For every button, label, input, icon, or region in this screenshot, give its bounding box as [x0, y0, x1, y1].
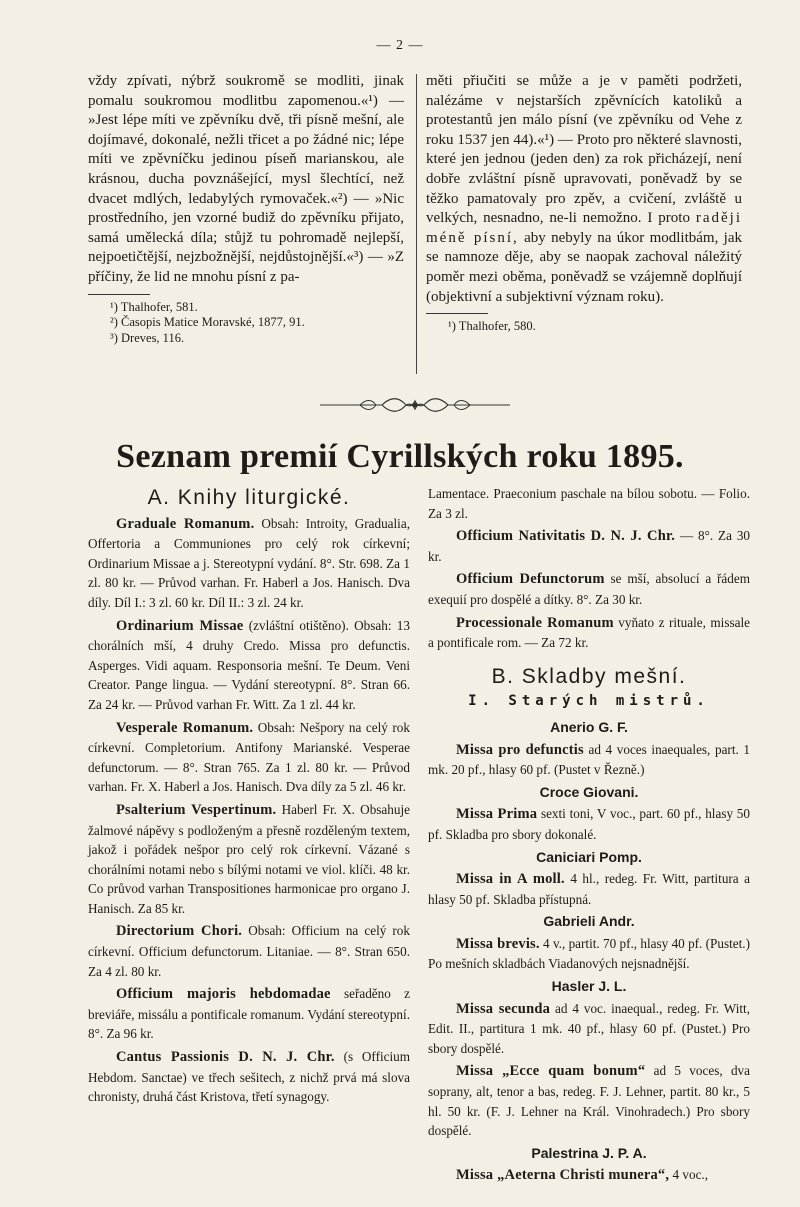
entry-title: Missa secunda: [456, 1000, 551, 1017]
entry-title: Cantus Passionis D. N. J. Chr.: [116, 1049, 335, 1066]
section-heading: A. Knihy liturgické.: [147, 486, 351, 509]
entry-title: Missa pro defunctis: [456, 741, 584, 758]
footnote: ³) Dreves, 116.: [110, 330, 185, 345]
section-heading: B. Skladby mešní.: [491, 664, 687, 688]
catalog-entry: [428, 804, 750, 844]
composer-name: Palestrina J. P. A.: [531, 1144, 647, 1161]
entry-continuation: Lamentace. Praeconium paschale na bílou sobotu. — Folio. Za 3 zl.: [428, 486, 750, 521]
footnote-rule: [426, 313, 488, 314]
entry-text: vyňato z rituale, missale a pontificale rom. — Za 72 kr.: [428, 614, 750, 651]
composer-name: Croce Giovani.: [539, 783, 639, 800]
entry-text: 4 v., partit. 70 pf., hlasy 40 pf. (Pustet.) Po mešních skladbách Viadanových nejsnadnější.: [428, 935, 750, 972]
entry-text: Obsah: Nešpory na celý rok církevní. Completorium. Antifony Marianské. Vesperae defunctorum. — 8°. Stran 765. Za 1 zl. 80 kr. — Průvod varhan. Fr. X. Haberl a Jos. Hanisch. Dva díly za 5 zl. 46 kr.: [88, 719, 410, 795]
catalog-entry: [88, 921, 410, 981]
page-number: — 2 —: [376, 38, 424, 53]
ornament-divider-icon: [320, 393, 510, 417]
entry-title: Graduale Romanum.: [116, 515, 255, 532]
catalog-entry: [88, 800, 410, 919]
entry-title: Officium Defunctorum: [456, 571, 605, 588]
entry-text: (s Officium Hebdom. Sanctae) ve třech sešitech, z nichž prvá má slova chronisty, druhá část Kristova, třetí synagogy.: [88, 1049, 411, 1105]
entry-title: Officium majoris hebdomadae: [116, 986, 331, 1003]
footnote: ¹) Thalhofer, 581.: [110, 299, 198, 314]
top-right-paragraph: [426, 72, 742, 307]
catalog-entry: [428, 1061, 750, 1140]
catalog-entry: [88, 1047, 410, 1107]
catalog-entry: [428, 526, 750, 566]
catalog-entry: [428, 869, 750, 909]
catalog-entry: [428, 999, 750, 1059]
catalog-entry: [428, 613, 750, 653]
catalog-entry: [88, 984, 410, 1044]
paragraph-text: aby nebyly na úkor modlitbám, jak se namnoze děje, aby se naopak zachoval náležitý poměr mezi oběma, poněvadž se vzájemně doplňují (objektivní a subjektivní význam roku).: [426, 229, 742, 305]
footnote: ²) Časopis Matice Moravské, 1877, 91.: [110, 315, 305, 330]
entry-text: ad 5 voces, dva soprany, alt, tenor a bas, redeg. F. J. Lehner, partit. 80 kr., 5 hl. 50 kr. (F. J. Lehner na Král. Vinohradech.) Pro sbory dospělé.: [428, 1063, 750, 1139]
entry-text: Obsah: Officium na celý rok církevní. Officium defunctorum. Litaniae. — 8°. Stran 650. Za 4 zl. 80 kr.: [88, 923, 410, 979]
entry-title: Missa „Aeterna Christi munera“,: [456, 1167, 670, 1184]
entry-text: ad 4 voc. inaequal., redeg. Fr. Witt, Edit. II., partitura 1 mk. 40 pf., hlasy 60 pf. (Pustet.) Pro sbory dospělé.: [428, 1000, 750, 1056]
entry-text: Obsah: Introity, Gradualia, Offertoria a Communiones pro celý rok církevní; Ordinarium Missae a j. Stereotypní vydání. 8°. Str. 698. Za 1 zl. 80 kr. — Průvod varhan. Fr. Haberl a Jos. Hanisch. Dva díly. Díl I.: 3 zl. 60 kr. Díl II.: 3 zl. 24 kr.: [88, 515, 410, 610]
catalog-entry: [88, 718, 410, 797]
entry-title: Missa in A moll.: [456, 871, 565, 888]
entry-title: Ordinarium Missae: [116, 617, 244, 634]
main-title: Seznam premií Cyrillských roku 1895.: [116, 438, 684, 475]
paragraph-text: měti přiučiti se může a je v paměti podržeti, nalézáme v nejstarších zpěvnících katoliků a protestantů jen málo písní (ve zpěvníku od Vehe z roku 1537 jen 44).«¹) — Proto pro některé slavnosti, které jen jednou (jeden den) za rok přicházejí, není dobře zvláštní písně upravovati, poněvadž by se těžko pamatovaly pro zpěv, a cvičení, zvláště u velkých, nesnadno, ne-li nemožno. I proto: [426, 73, 742, 227]
emphasis-text: raději méně písní,: [426, 210, 743, 246]
bottom-right-column: [428, 484, 750, 1189]
catalog-entry: [428, 934, 750, 974]
composer-name: Caniciari Pomp.: [536, 848, 642, 865]
entry-title: Missa „Ecce quam bonum“: [456, 1063, 646, 1080]
composer-name: Hasler J. L.: [551, 978, 627, 995]
entry-title: Vesperale Romanum.: [116, 719, 254, 736]
composer-name: Anerio G. F.: [550, 718, 628, 735]
entry-text: — 8°. Za 30 kr.: [428, 528, 751, 564]
catalog-entry: [88, 514, 410, 613]
entry-title: Officium Nativitatis D. N. J. Chr.: [456, 528, 676, 545]
composer-name: Gabrieli Andr.: [543, 913, 635, 930]
bottom-left-column: [88, 484, 410, 1110]
catalog-entry: [428, 1165, 750, 1186]
footnote-rule: [88, 294, 150, 295]
entry-text: 4 voc.,: [669, 1167, 709, 1183]
column-divider: [416, 74, 417, 374]
catalog-entry: [428, 740, 750, 780]
top-left-column: [88, 72, 404, 346]
entry-title: Missa brevis.: [456, 935, 540, 952]
top-left-paragraph: vždy zpívati, nýbrž soukromě se modliti, jinak pomalu soukromou modlitbu zapomenou.«¹) — »Jest lépe míti ve zpěvníku dvě, tři písně mešní, ale dojímavé, dokonalé, nežli třicet a po žádné nic; lépe míti ve zpěvníčku jedinou píseň marianskou, ale krásnou, ducha povznášející, mysl šlechtící, než dvacet mdlých, ledabylých rymovaček.«²) — »Nic prostředního, jen vzorné budiž do zpěvníku přijato, samá umělecká díla; stůjž tu pohromadě nejlepší, nejpoetičtější, nejzbožnější, nejdůstojnější.«³) — »Z příčiny, že lid ne mnohu písní z pa-: [88, 73, 404, 285]
top-right-column: [426, 72, 742, 335]
catalog-entry: [88, 616, 410, 715]
entry-text: ad 4 voces inaequales, part. 1 mk. 20 pf., hlasy 60 pf. (Pustet v Řezně.): [428, 741, 750, 778]
entry-title: Directorium Chori.: [116, 923, 243, 940]
entry-text: (zvláštní otištěno). Obsah: 13 chorálních mší, 4 druhy Credo. Missa pro defunctis. Asperges. Vidi aquam. Responsoria mešní. Te Deum. Veni Creator. Pange lingua. — Vydání stereotypní. 8°. Stran 66. Za 24 kr. — Průvod varhan Fr. Witt. Za 1 zl. 44 kr.: [88, 617, 410, 712]
entry-title: Processionale Romanum: [456, 614, 614, 631]
entry-text: 4 hl., redeg. Fr. Witt, partitura a hlasy 50 pf. Skladba přístupná.: [428, 871, 750, 907]
entry-text: seřaděno z breviáře, missálu a pontificale romanum. Vydání stereotypní. 8°. Za 96 kr.: [88, 986, 410, 1042]
entry-text: sexti toni, V voc., part. 60 pf., hlasy 50 pf. Skladba pro sbory dokonalé.: [428, 806, 750, 842]
entry-title: Psalterium Vespertinum.: [116, 801, 277, 818]
entry-text: se mší, absolucí a řádem exequií pro dospělé a dítky. 8°. Za 30 kr.: [428, 571, 750, 607]
catalog-entry: [428, 569, 750, 609]
entry-text: Haberl Fr. X. Obsahuje žalmové nápěvy s podloženým a přesně rozděleným textem, jakož i pořádek nešpor pro celý rok církevní. Vázané s chorálními notami nebo s bílými notami ve viol. klíči. 48 kr. Co průvod varhan Transpositiones harmonicae pro organo J. Hanisch. Za 85 kr.: [88, 801, 410, 916]
footnote: ¹) Thalhofer, 580.: [448, 319, 536, 334]
entry-title: Missa Prima: [456, 806, 538, 823]
subsection-heading: I. Starých mistrů.: [468, 693, 710, 710]
